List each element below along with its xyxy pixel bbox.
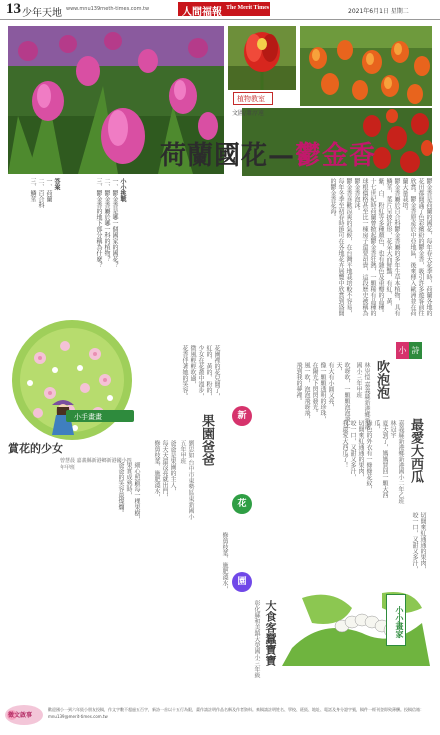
feature-paragraph: 鬱金香是荷蘭的國花，每年春天花季時，荷蘭各地的花田都開滿了色彩繽紛的鬱金香，吸引許多遊客前往欣賞。鬱金香原產於中亞地區，後來傳入歐洲並在荷蘭大量栽培。 [401,178,432,316]
answer-item: 一、荷蘭 [45,178,52,202]
poem-title-flower-girl: 賞花的少女 [8,442,63,455]
poem-body-orchard-dad-lower: 細心照顧每一棵果樹， 果實成熟時， 爸爸的笑容最燦爛。 [117,462,140,522]
quiz-question: 三、鬱金香的地下部分稱為什麼？ [95,178,102,268]
tag-part-1: 小小 [396,342,409,359]
submission-notice: 歡迎國小一到六年級小朋友投稿，作文字數不超過五百字，新詩一首以十五行為限，畫作請註明作品名稱及作者資料。來稿請註明姓名、學校、班級、地址、電話及身分證字號，稿件一經刊登即致薄酬。投稿信箱：mnu139@merit-times.com.tw [48,707,424,719]
section-name: 少年天地 [22,8,62,19]
feature-headline [160,135,376,172]
answers-box [10,178,60,258]
decor-circle-3: 園 [232,572,252,592]
quiz-title: 小小挑戰 [119,178,126,202]
answer-item: 三、鱗莖 [29,178,36,202]
poem-title-silkworm: 大食客蠶寶寶 [264,600,277,666]
poem-author-silkworm: 彰化縣和美鎮大榮國小三年級 [253,600,260,678]
poem-author-orchard-dad: 劉思如 台中市東勢區東新國小五年甲班 [179,440,194,520]
tulip-photo-orange [300,26,432,106]
poem-author-flower-girl: 曾慧晨 嘉義縣新港鄉新港國小四年甲班 [60,458,132,471]
page-number: 13 [6,1,21,17]
feature-article [130,178,432,318]
page-footer [0,698,440,735]
newspaper-masthead [178,2,270,16]
poem-body-bubbles: 吹呀吹，一顆顆泡泡飛上天， 有大有小圓又亮， 像一顆顆透明的珍珠， 在陽光下閃閃發光。 風一吹，泡泡飛呀飛， 飛到我的夢裡。 [295,362,350,428]
painting-label-silkworm: 小小畫家 [386,594,406,646]
poem-author-watermelon: 嘉義縣新港鄉新港國小二年乙班 林冠宇 [389,420,404,504]
poem-body-middle-column: 修剪枝葉、施肥澆水， [221,532,228,592]
photo-credit: 文圖/蕭淳遠 [232,110,265,117]
headline-plain: 荷蘭國花— [160,141,296,171]
feature-paragraph: 鬱金香喜歡涼爽的氣候，在台灣平地栽培較不容易，每年冬季至初春時節可在各地花卉展覽中欣賞到盛開的鬱金香花海。 [329,178,352,316]
feature-paragraph: 鬱金香屬於百合科鬱金香屬的多年生草本植物，具有鱗莖，葉片呈披針形，花朵大而鮮豔，有紅、黃、紫、白、粉紅等多種顏色，也有雜色及重瓣的品種。 [377,178,400,316]
answer-item: 二、百合科 [37,178,44,208]
quiz-question: 一、鬱金香是哪一個國家的國花？ [111,178,118,268]
column-label: 植物教室 [233,92,273,105]
poem-title-bubbles: 吹泡泡 [374,360,389,399]
poem-body-flower-girl: 花園裡的花兒開了， 紅的、黃的、粉的， 少女在花叢中漫步， 微風輕輕吹過， 花香伴著她的笑容。 [181,345,220,399]
quiz-question: 二、鬱金香屬於哪一科的植物？ [103,178,110,262]
painting-badge: 小手畫畫 [66,410,134,422]
masthead-cn: 人間福報 [182,7,222,18]
decor-circle-1: 新 [232,406,252,426]
masthead-en: The Merit Times [226,5,270,11]
poem-body-orchard-dad-upper: 爸爸是果園的主人， 每天天還沒亮就出門， 修剪枝葉、施肥澆水， [153,440,176,500]
poem-body-watermelon: 夏天到了，媽媽買回一顆大西瓜， 綠色的外衣有一條條花紋， 切開來紅通通的果肉， 咬一口，又甜又多汁， 我最愛大西瓜了！ [341,420,388,498]
poem-author-bubbles: 林崇愷 嘉義縣新港鄉新港國小三年甲班 [355,362,370,430]
page-header [0,0,440,20]
footer-logo-text: 徵文啟事 [8,712,33,719]
poem-body-watermelon-cont: 切開來紅通通的果肉， 咬一口，又甜又多汁， [411,512,426,572]
feature-paragraph: 十七世紀時荷蘭曾掀起鬱金香狂熱，一顆稀有品種的球根價格甚至比一棟房子還要昂貴，這段歷史被稱為鬱金香泡沫。 [353,178,376,316]
poem-title-orchard-dad: 果園爸爸 [199,414,214,466]
quiz-box [64,178,126,308]
poem-title-watermelon: 最愛大西瓜 [408,418,423,483]
tulip-photo-red [228,26,296,90]
answers-title: 答案 [53,178,60,190]
headline-accent: 鬱金香 [295,141,377,171]
header-url[interactable]: www.mnu139rneth-times.com.tw [66,6,150,12]
tag-part-2: 詩人 [409,342,422,359]
decor-circle-2: 花 [232,494,252,514]
painting-silkworm [282,578,430,666]
issue-date: 2021年6月1日 星期二 [348,8,409,15]
poet-section-tag [396,342,422,372]
